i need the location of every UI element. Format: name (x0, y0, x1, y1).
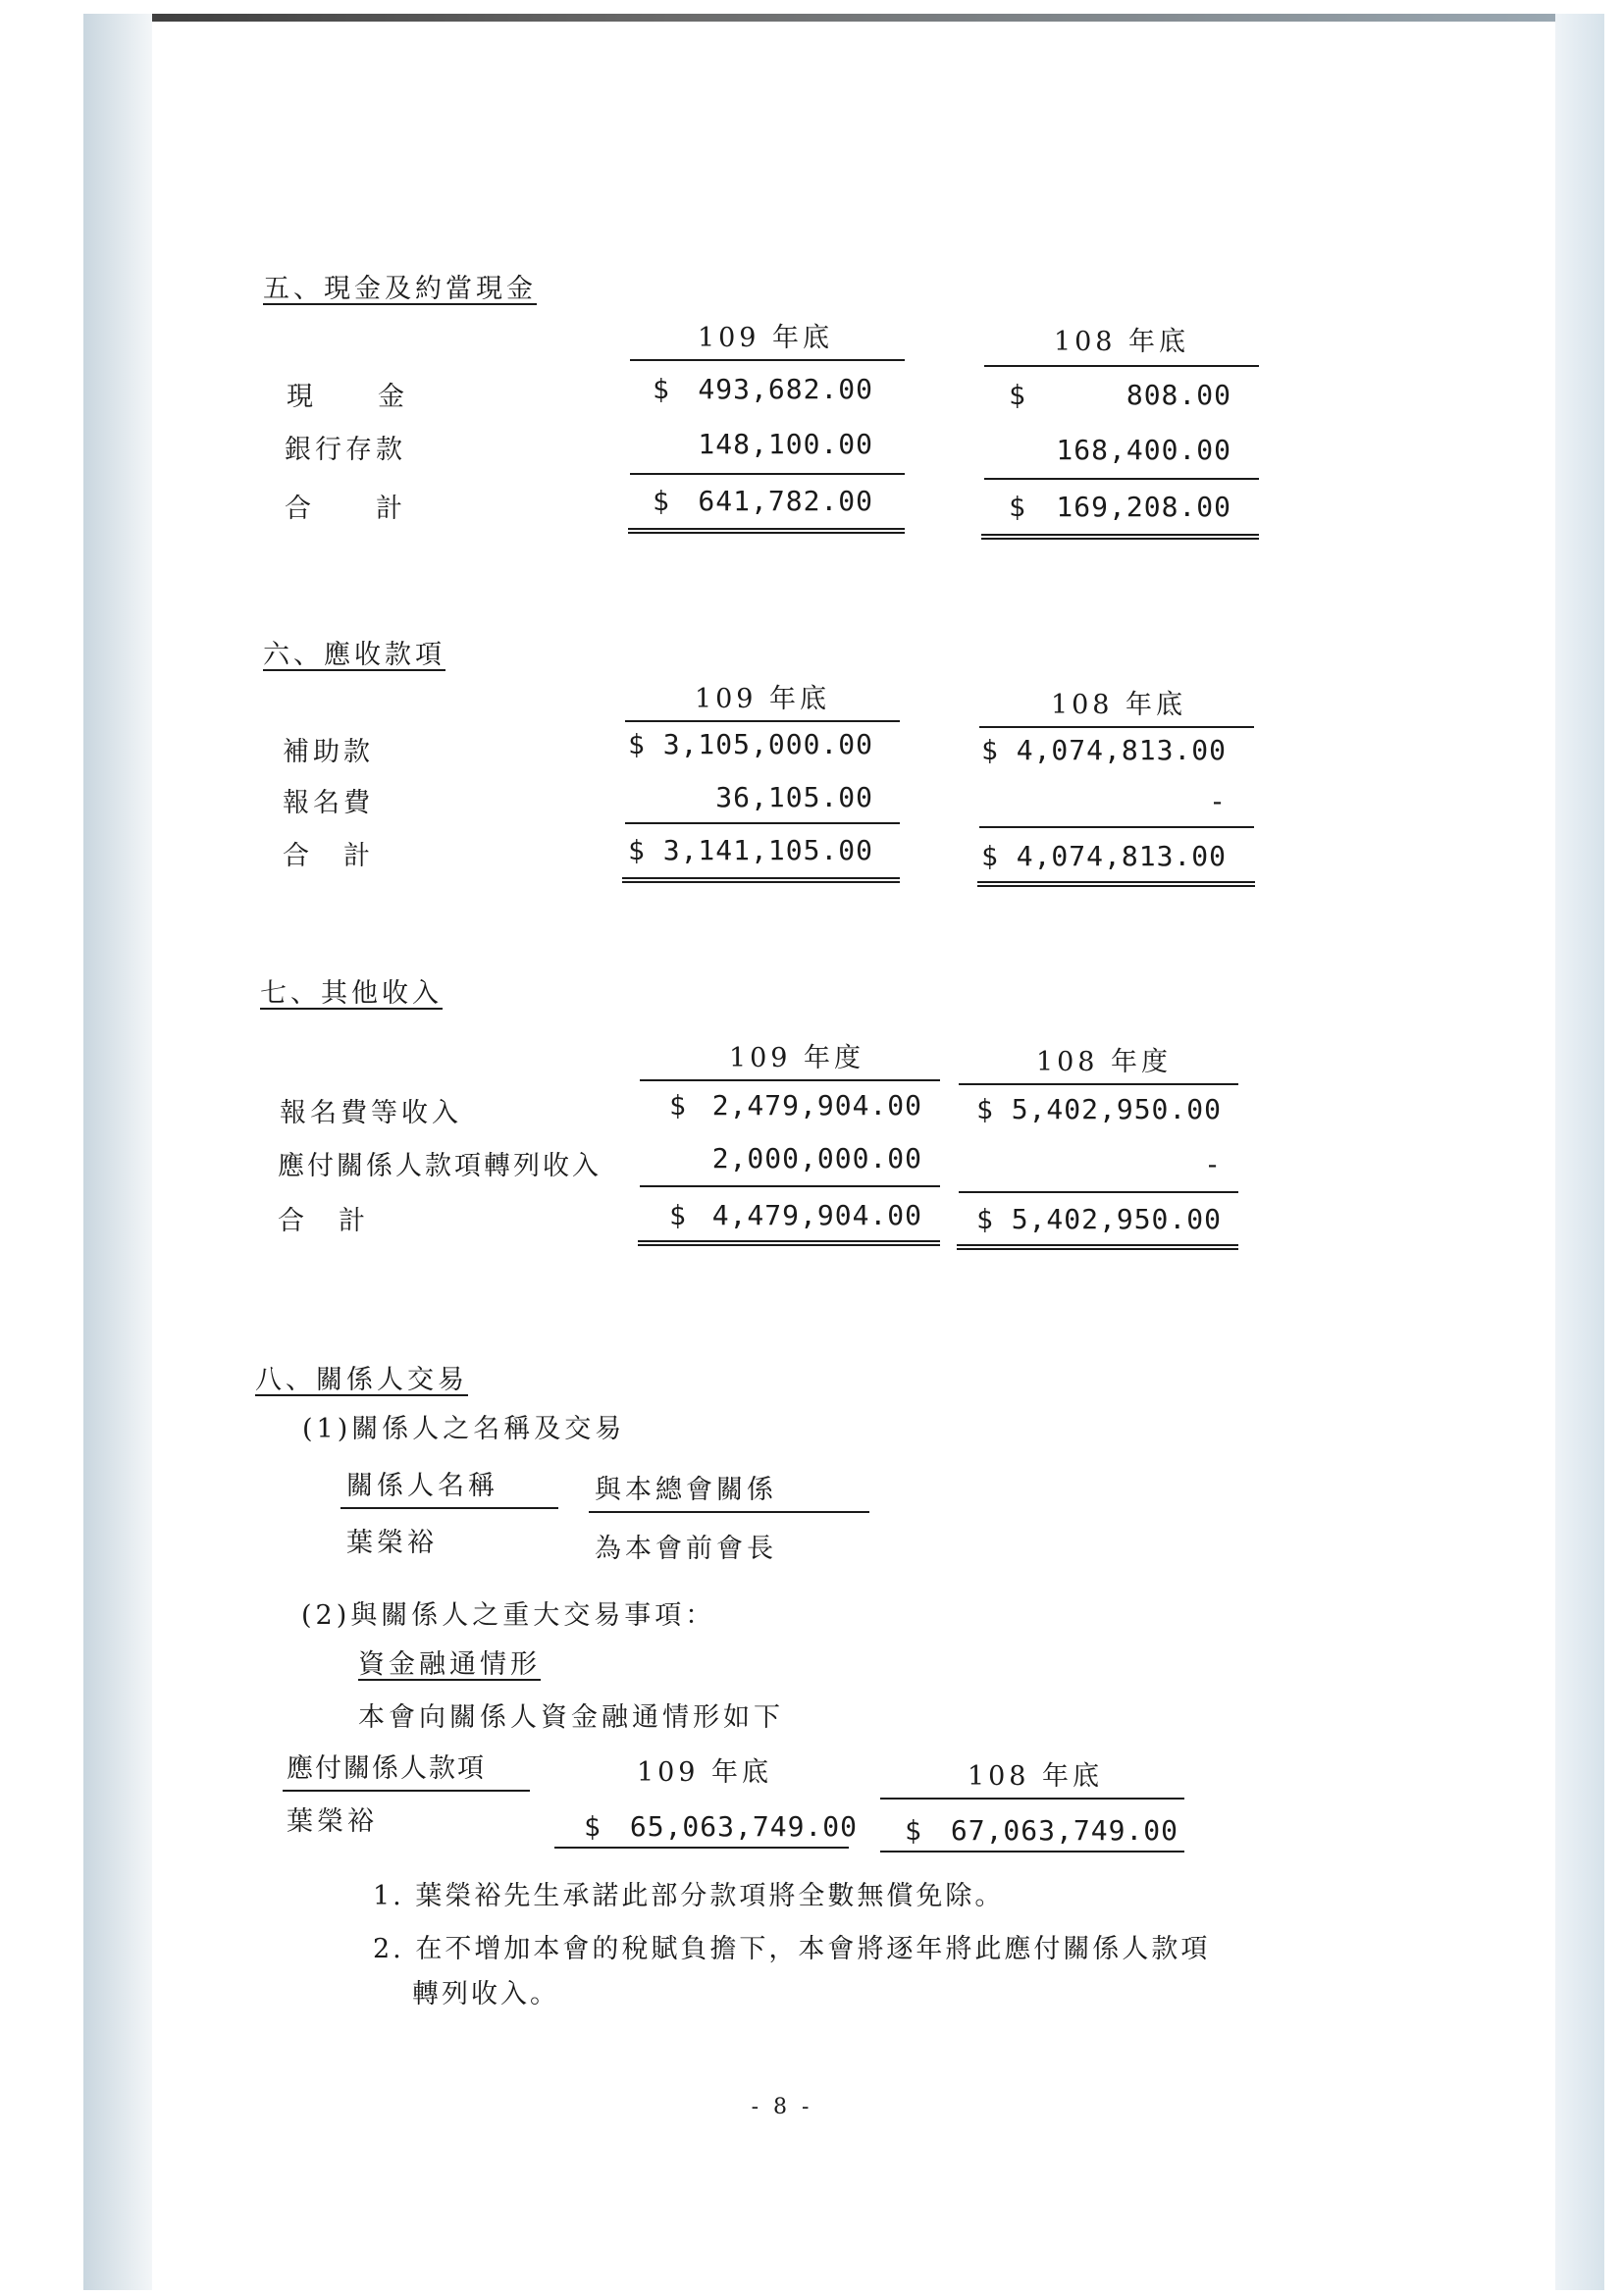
s7-transfer-109: 2,000,000.00 (711, 1142, 922, 1174)
s6-label-fee: 報名費 (283, 788, 374, 818)
scan-left-shadow (83, 14, 152, 2290)
s5-label-bank: 銀行存款 (285, 435, 406, 465)
s8-header-108: 108 年底 (967, 1761, 1104, 1792)
s7-header-rule-108 (959, 1083, 1238, 1085)
s8-payable-108: $ 67,063,749.00 (905, 1814, 1179, 1847)
s5-header-rule-109 (630, 359, 905, 361)
s5-bank-108: 168,400.00 (1056, 434, 1231, 466)
s7-total-109-sym: $ (669, 1199, 687, 1231)
s8-payee: 葉榮裕 (287, 1806, 378, 1837)
s7-total-double-rule-109 (638, 1240, 940, 1246)
section-7-title: 七、其他收入 (260, 978, 443, 1009)
s8-sub2: (2)與關係人之重大交易事項： (301, 1600, 716, 1631)
s5-sum-rule-108 (984, 478, 1259, 480)
s7-sum-rule-109 (640, 1185, 940, 1187)
s5-cash-109: 493,682.00 (698, 373, 873, 405)
s6-total-double-rule-109 (622, 877, 900, 883)
s7-total-109: 4,479,904.00 (711, 1199, 922, 1231)
s7-fees-108: $ 5,402,950.00 (975, 1093, 1222, 1125)
s6-subsidy-109: $ 3,105,000.00 (628, 728, 874, 760)
s8-payable-109: $ 65,063,749.00 (584, 1810, 859, 1843)
s7-label-transfer: 應付關係人款項轉列收入 (278, 1151, 602, 1181)
s8-payable-rule-109 (554, 1847, 849, 1849)
s5-header-108: 108 年底 (1053, 327, 1190, 357)
s8-col-payable: 應付關係人款項 (287, 1753, 486, 1784)
s5-label-cash: 現 金 (287, 382, 408, 412)
s6-label-total: 合 計 (283, 841, 374, 871)
scan-top-edge (83, 14, 1555, 22)
s6-total-108: $ 4,074,813.00 (981, 840, 1228, 872)
s5-total-double-rule-109 (628, 528, 905, 534)
s7-sum-rule-108 (959, 1191, 1238, 1193)
s7-total-double-rule-108 (957, 1244, 1238, 1250)
s5-total-108-sym: $ (1009, 491, 1026, 523)
s8-header-109: 109 年底 (636, 1757, 773, 1788)
s8-sub2a: 資金融通情形 (358, 1649, 541, 1680)
s5-cash-108: 808.00 (1126, 379, 1231, 411)
s7-fees-109: 2,479,904.00 (711, 1089, 922, 1122)
s6-header-rule-109 (625, 720, 900, 722)
s5-header-rule-108 (984, 365, 1259, 367)
s8-note-2: 2. 在不增加本會的稅賦負擔下，本會將逐年將此應付關係人款項 (373, 1934, 1211, 1964)
s8-related-party-name: 葉榮裕 (346, 1528, 438, 1558)
section-6-title: 六、應收款項 (263, 640, 445, 670)
s8-col-name: 關係人名稱 (346, 1471, 498, 1501)
s5-cash-109-sym: $ (653, 373, 670, 405)
s5-total-108: 169,208.00 (1056, 491, 1231, 523)
s6-sum-rule-108 (979, 826, 1254, 828)
s8-col-payable-rule (283, 1790, 530, 1792)
s6-label-subsidy: 補助款 (283, 737, 374, 767)
s8-col-name-rule (340, 1507, 558, 1509)
s5-total-109: 641,782.00 (698, 485, 873, 517)
s7-total-108: $ 5,402,950.00 (975, 1203, 1222, 1235)
s5-bank-109: 148,100.00 (698, 428, 873, 460)
s6-total-109: $ 3,141,105.00 (628, 834, 874, 866)
s5-total-109-sym: $ (653, 485, 670, 517)
s8-header-rule-108 (880, 1798, 1184, 1800)
scan-right-shadow (1555, 14, 1604, 2290)
s5-cash-108-sym: $ (1009, 379, 1026, 411)
s7-fees-109-sym: $ (669, 1089, 687, 1122)
s7-label-fees: 報名費等收入 (280, 1098, 462, 1128)
s8-payable-rule-108 (880, 1851, 1184, 1852)
section-5-title: 五、現金及約當現金 (263, 274, 537, 304)
s8-description: 本會向關係人資金融通情形如下 (358, 1702, 784, 1733)
s8-note-1: 1. 葉榮裕先生承諾此部分款項將全數無償免除。 (373, 1881, 1005, 1911)
s7-header-108: 108 年度 (1035, 1047, 1173, 1077)
page-number: - 8 - (751, 2095, 813, 2119)
s5-total-double-rule-108 (981, 534, 1259, 540)
s8-related-party-relation: 為本會前會長 (595, 1534, 777, 1564)
s6-subsidy-108: $ 4,074,813.00 (981, 734, 1228, 766)
s6-fee-108: - (1209, 785, 1227, 817)
s6-header-108: 108 年底 (1050, 690, 1187, 720)
s6-header-rule-108 (979, 726, 1254, 728)
s8-col-relation-rule (589, 1511, 869, 1513)
s6-header-109: 109 年底 (694, 684, 831, 714)
s7-header-rule-109 (640, 1079, 940, 1081)
section-8-title: 八、關係人交易 (255, 1365, 468, 1395)
s8-col-relation: 與本總會關係 (595, 1475, 777, 1505)
s7-label-total: 合 計 (278, 1206, 369, 1236)
s6-fee-109: 36,105.00 (715, 781, 873, 813)
s6-sum-rule-109 (625, 822, 900, 824)
s6-total-double-rule-108 (977, 881, 1255, 887)
s7-header-109: 109 年度 (728, 1043, 865, 1073)
s5-header-109: 109 年底 (697, 323, 834, 353)
s7-transfer-108: - (1204, 1148, 1222, 1180)
s5-sum-rule-109 (630, 473, 905, 475)
s8-sub1: (1)關係人之名稱及交易 (302, 1414, 626, 1444)
s8-note-2-cont: 轉列收入。 (412, 1979, 559, 2009)
s5-label-total: 合 計 (285, 494, 406, 524)
